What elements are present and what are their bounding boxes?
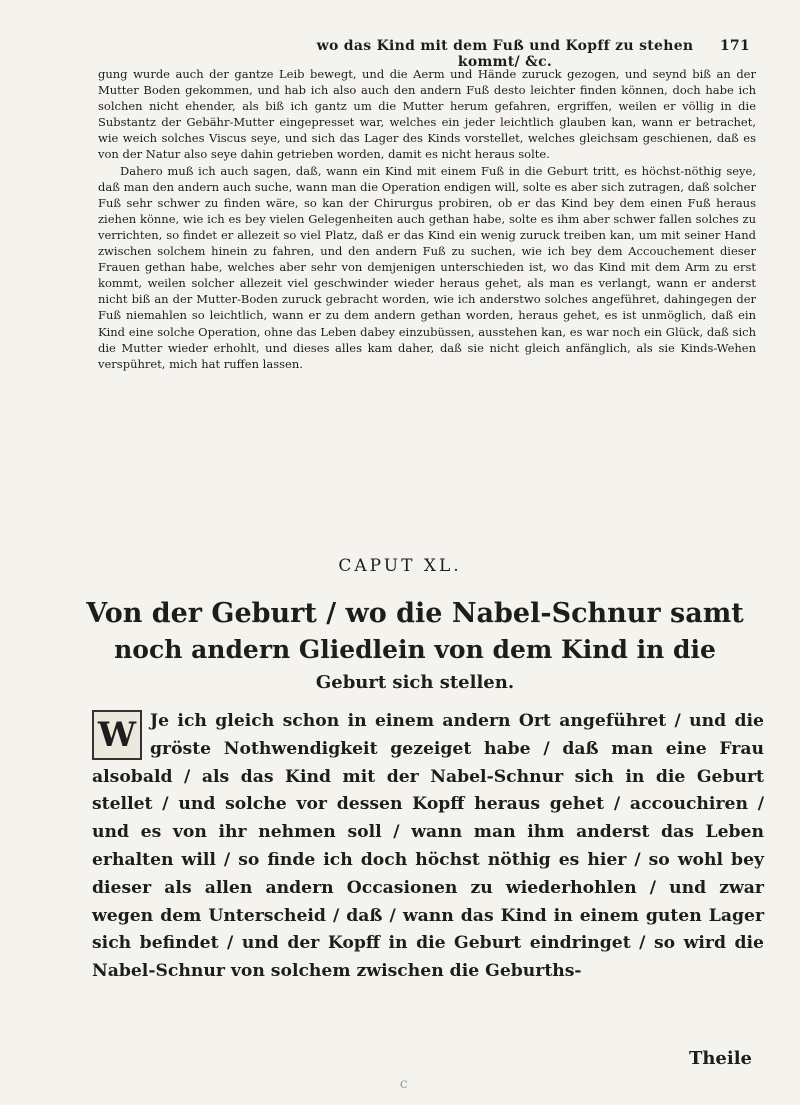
chapter-body [92, 708, 764, 986]
chapter-title-line-3: Geburt sich stellen. [315, 672, 515, 693]
signature-mark: C [400, 1080, 408, 1091]
paragraph-dahero: Dahero muß ich auch sagen, daß, wann ein Kind mit einem Fuß in die Geburt tritt, es höchst-nöthig seye, daß man den andern auch suche, wann man die Operation endigen will, solte es aber sich zutragen, daß solcher Fuß sehr schwer zu finden wäre, so kan der Chirurgus probiren, ob er das Kind bey dem einen Fuß heraus ziehen könne, wie ich es bey vielen Gelegenheiten auch gethan habe, solte es ihm aber schwer fallen solches zu verrichten, so findet er allezeit so viel Platz, daß er das Kind ein wenig zuruck treiben kan, um mit seiner Hand zwischen solchem hinein zu fahren, und den andern Fuß zu suchen, wie ich bey dem Accouchement dieser Frauen gethan habe, welches aber sehr von demjenigen unterschieden ist, wo das Kind mit dem Arm zu erst kommt, weilen solcher allezeit viel geschwinder wieder heraus gehet, als man es verlangt, wann er anderst nicht biß an der Mutter-Boden zuruck gebracht worden, wie ich anderstwo solches angeführet, dahingegen der Fuß niemahlen so leichtlich, wann er zu dem andern gethan worden, heraus gehet, es ist unmöglich, daß ein Kind eine solche Operation, ohne das Leben dabey einzubüssen, ausstehen kan, es war noch ein Glück, daß sich die Mutter wieder erhohlt, und dieses alles kam daher, daß sie nicht gleich anfänglich, als sie Kinds-Wehen verspühret, mich hat ruffen lassen. [98, 163, 756, 371]
chapter-title-line-2: noch andern Gliedlein von dem Kind in die [114, 635, 716, 664]
page-number: 171 [719, 38, 750, 54]
chapter-title-line-1: Von der Geburt / wo die Nabel-Schnur samt [86, 598, 744, 629]
running-head-title: wo das Kind mit dem Fuß und Kopff zu stehen kommt/ &c. [316, 38, 694, 70]
body-text [98, 66, 756, 372]
chapter-title [70, 596, 760, 698]
decorated-initial: W [92, 710, 142, 760]
paragraph-continuation: gung wurde auch der gantze Leib bewegt, und die Aerm und Hände zuruck gezogen, und seynd biß an der Mutter Boden gekommen, und hab ich also auch den andern Fuß desto leichter finden können, doch habe ich solchen nicht ehender, als biß ich gantz um die Mutter herum gefahren, ergriffen, weilen er völlig in die Substantz der Gebähr-Mutter eingepresset war, welches ein jeder leichtlich glauben kan, wann er betrachet, wie weich solches Viscus seye, und sich das Lager des Kinds vorstellet, welches gleichsam geschienen, daß es von der Natur also seye dahin getrieben worden, damit es nicht heraus solte. [98, 67, 756, 162]
chapter-number: CAPUT XL. [338, 556, 462, 576]
chapter-body-text: Je ich gleich schon in einem andern Ort angeführet / und die gröste Nothwendigkeit gezeiget habe / daß man eine Frau alsobald / als das Kind mit der Nabel-Schnur sich in die Geburt stellet / und solche vor dessen Kopff heraus gehet / accouchiren / und es von ihr nehmen soll / wann man ihm anderst das Leben erhalten will / so finde ich doch höchst nöthig es hier / so wohl bey dieser als allen andern Occasionen zu wiederhohlen / und zwar wegen dem Unterscheid / daß / wann das Kind in einem guten Lager sich befindet / und der Kopff in die Geburt eindringet / so wird die Nabel-Schnur von solchem zwischen die Geburths- [92, 711, 764, 982]
catchword: Theile [688, 1048, 752, 1069]
